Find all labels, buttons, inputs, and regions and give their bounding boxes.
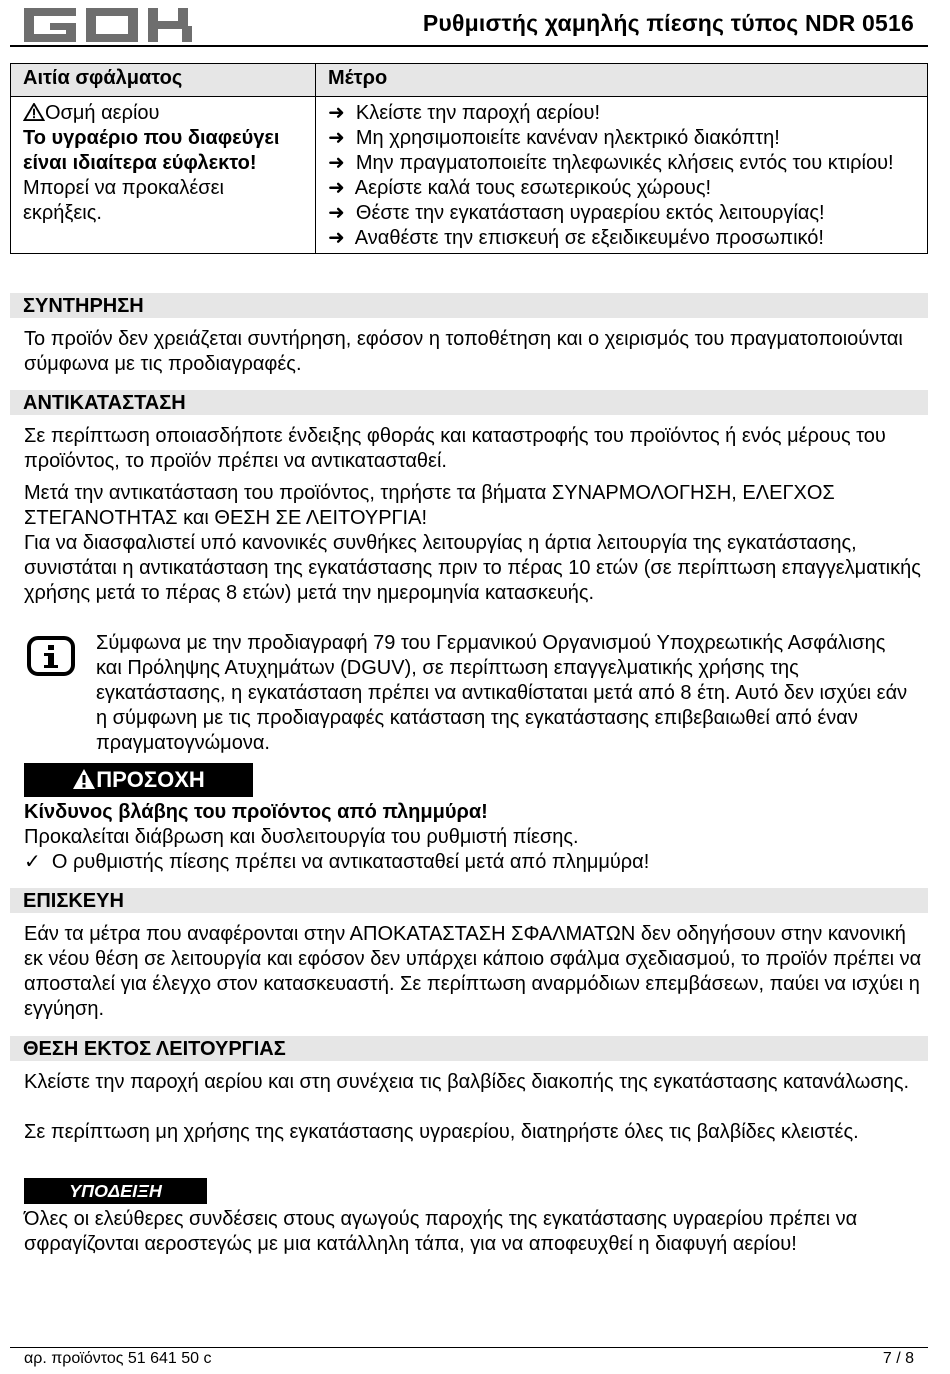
shutdown-note: Όλες οι ελεύθερες συνδέσεις στους αγωγούς παροχής της εγκατάστασης υγραερίου πρέπει να σφραγίζονται αεροστεγώς με μια κατάλληλη τάπα, για να αποφευχθεί η διαφυγή αερίου! (24, 1208, 858, 1255)
arrow-icon: ➜ (328, 227, 345, 249)
repair-heading: ΕΠΙΣΚΕΥΗ (10, 888, 928, 913)
attention-label: ΠΡΟΣΟΧΗ (96, 767, 205, 792)
attention-action-text: Ο ρυθμιστής πίεσης πρέπει να αντικατασταθεί μετά από πλημμύρα! (51, 851, 650, 873)
warning-triangle-icon (72, 768, 96, 790)
attention-action (24, 850, 926, 875)
col-cause-header: Αιτία σφάλματος (11, 64, 316, 97)
cause-explosion: Μπορεί να προκαλέσει εκρήξεις. (23, 177, 224, 224)
gok-logo (24, 8, 200, 42)
note-badge: ΥΠΟΔΕΙΞΗ (24, 1178, 207, 1204)
arrow-icon: ➜ (328, 102, 345, 124)
replacement-p2: Μετά την αντικατάσταση του προϊόντος, τηρήστε τα βήματα ΣΥΝΑΡΜΟΛΟΓΗΣΗ, ΕΛΕΓΧΟΣ ΣΤΕΓΑΝΟΤΗΤΑΣ και ΘΕΣΗ ΣΕ ΛΕΙΤΟΥΡΓΙΑ! (24, 482, 835, 529)
attention-text: Προκαλείται διάβρωση και δυσλειτουργία του ρυθμιστή πίεσης. (24, 826, 579, 848)
replacement-p3: Για να διασφαλιστεί υπό κανονικές συνθήκες λειτουργίας η άρτια λειτουργία της εγκατάστασης, συνιστάται η αντικατάσταση της εγκατάστασης πριν το πέρας 10 ετών (σε περίπτωση επαγγελματικής χρήσης μετά το πέρας 8 ετών) μετά την ημερομηνία κατασκευής. (24, 532, 921, 604)
fault-cause-cell (11, 97, 316, 254)
shutdown-p1: Κλείστε την παροχή αερίου και στη συνέχεια τις βαλβίδες διακοπής της εγκατάστασης κατανάλωσης. (24, 1071, 910, 1093)
page-number: 7 / 8 (882, 1350, 914, 1367)
measure-item: ➜ Αναθέστε την επισκευή σε εξειδικευμένο προσωπικό! (328, 227, 824, 249)
col-measure-header: Μέτρο (316, 64, 928, 97)
check-icon: ✓ (24, 851, 41, 873)
replacement-heading: ΑΝΤΙΚΑΤΑΣΤΑΣΗ (10, 390, 928, 415)
attention-badge (24, 763, 253, 797)
shutdown-heading: ΘΕΣΗ ΕΚΤΟΣ ΛΕΙΤΟΥΡΓΙΑΣ (10, 1036, 928, 1061)
measure-item: ➜ Μη χρησιμοποιείτε κανέναν ηλεκτρικό διακόπτη! (328, 127, 780, 149)
document-title: Ρυθμιστής χαμηλής πίεσης τύπος NDR 0516 (422, 10, 914, 36)
info-note-text: Σύμφωνα με την προδιαγραφή 79 του Γερμανικού Οργανισμού Υποχρεωτικής Ασφάλισης και Πρόληψης Ατυχημάτων (DGUV), σε περίπτωση επαγγελματικής χρήσης της εγκατάστασης, η εγκατάσταση πρέπει να αντικαθίσταται μετά από 8 έτη. Αυτό δεν ισχύει εάν η σύμφωνη με τις προδιαγραφές κατάσταση της εγκατάστασης επιβεβαιωθεί από έναν πραγματογνώμονα. (96, 632, 908, 754)
cause-warning: Το υγραέριο που διαφεύγει είναι ιδιαίτερα εύφλεκτο! (23, 127, 280, 174)
shutdown-p2: Σε περίπτωση μη χρήσης της εγκατάστασης υγραερίου, διατηρήστε όλες τις βαλβίδες κλειστές. (24, 1121, 859, 1143)
arrow-icon: ➜ (328, 127, 345, 149)
header-divider (10, 45, 928, 47)
fault-measure-cell (316, 97, 928, 254)
repair-text: Εάν τα μέτρα που αναφέρονται στην ΑΠΟΚΑΤΑΣΤΑΣΗ ΣΦΑΛΜΑΤΩΝ δεν οδηγήσουν στην κανονική εκ νέου θέση σε λειτουργία και εφόσον δεν υπάρχει κάποιο σφάλμα σχεδιασμού, το προϊόν πρέπει να αποσταλεί για έλεγχο στον κατασκευαστή. Σε περίπτωση αναρμόδιων επεμβάσεων, παύει να ισχύει η εγγύηση. (24, 923, 922, 1020)
replacement-p1: Σε περίπτωση οποιασδήποτε ένδειξης φθοράς και καταστροφής του προϊόντος ή ενός μέρους του προϊόντος, το προϊόν πρέπει να αντικατασταθεί. (24, 425, 886, 472)
measure-item: ➜ Κλείστε την παροχή αερίου! (328, 102, 601, 124)
cause-line1: Οσμή αερίου (45, 102, 160, 124)
warning-triangle-icon (23, 103, 45, 121)
maintenance-heading: ΣΥΝΤΗΡΗΣΗ (10, 293, 928, 318)
arrow-icon: ➜ (328, 152, 345, 174)
maintenance-text: Το προϊόν δεν χρειάζεται συντήρηση, εφόσον η τοποθέτηση και ο χειρισμός του πραγματοποιούνται σύμφωνα με τις προδιαγραφές. (24, 328, 903, 375)
attention-title: Κίνδυνος βλάβης του προϊόντος από πλημμύρα! (24, 801, 488, 823)
measure-item: ➜ Θέστε την εγκατάσταση υγραερίου εκτός λειτουργίας! (328, 202, 825, 224)
arrow-icon: ➜ (328, 202, 345, 224)
info-icon (26, 635, 76, 677)
measure-item: ➜ Αερίστε καλά τους εσωτερικούς χώρους! (328, 177, 712, 199)
fault-table (10, 63, 928, 254)
footer-divider (10, 1347, 928, 1348)
measure-item: ➜ Μην πραγματοποιείτε τηλεφωνικές κλήσεις εντός του κτιρίου! (328, 152, 894, 174)
product-number: αρ. προϊόντος 51 641 50 c (24, 1350, 212, 1367)
arrow-icon: ➜ (328, 177, 345, 199)
